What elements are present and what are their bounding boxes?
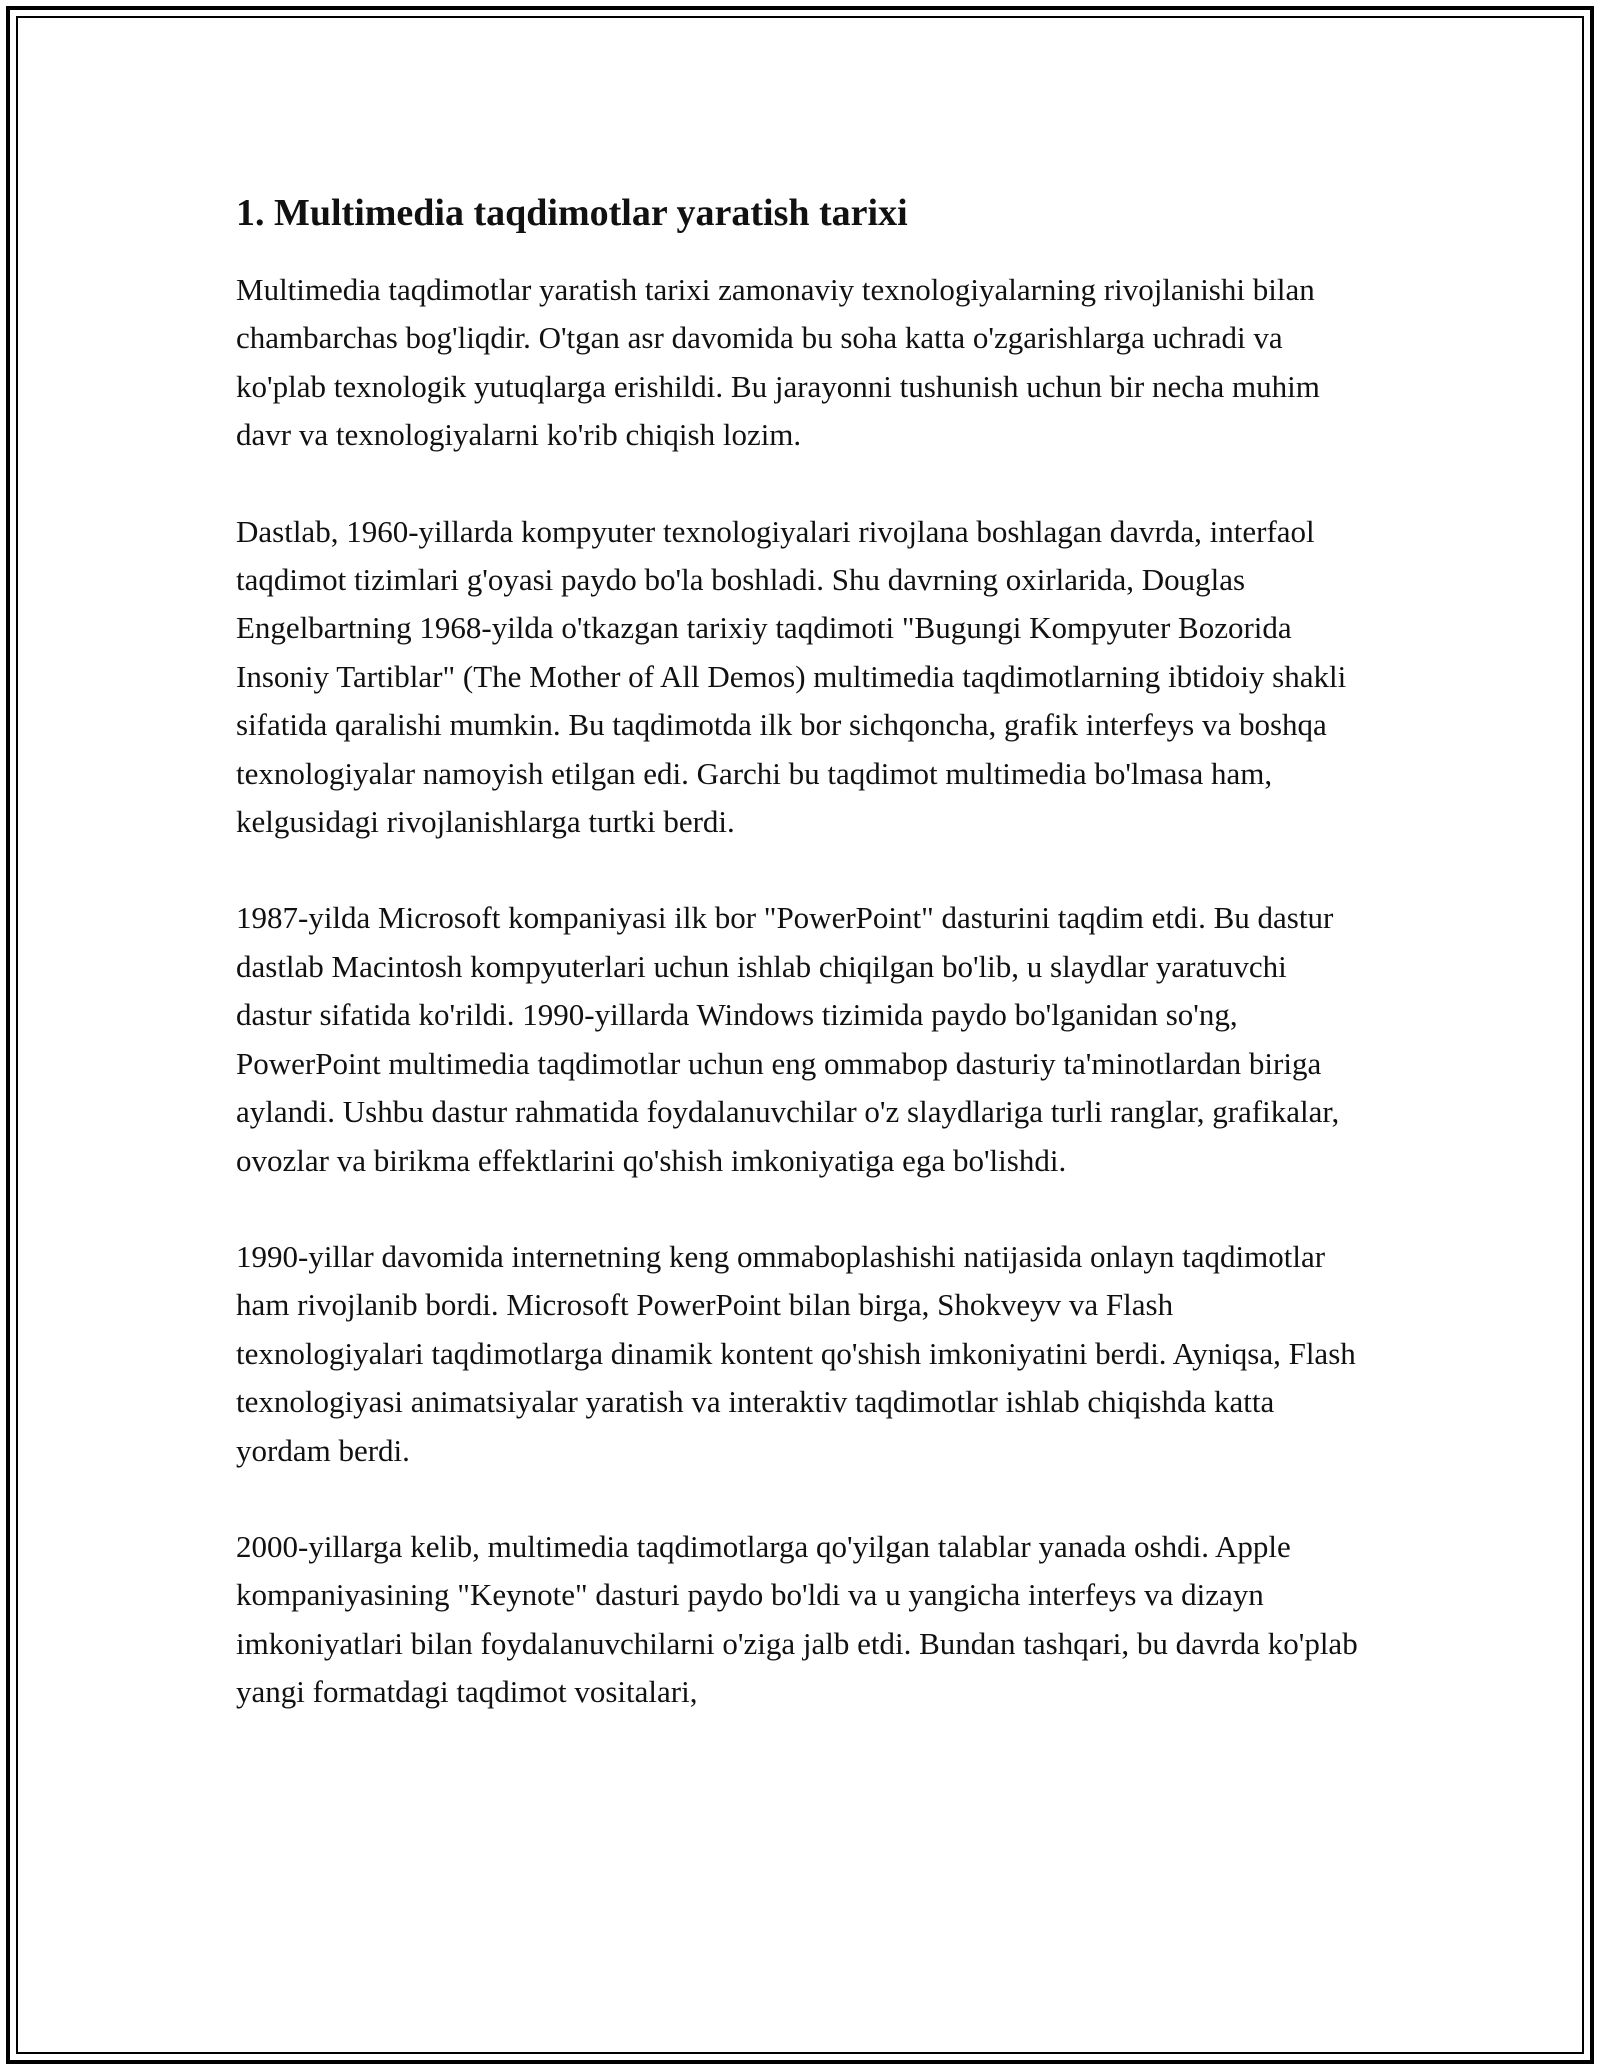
paragraph-powerpoint: 1987-yilda Microsoft kompaniyasi ilk bor "PowerPoint" dasturini taqdim etdi. Bu dastur dastlab Macintosh kompyuterlari uchun ishlab chiqilgan bo'lib, u slaydlar yaratuvchi dastur sifatida ko'rildi. 1990-yillarda Windows tizimida paydo bo'lganidan so'ng, PowerPoint multimedia taqdimotlar uchun eng ommabop dasturiy ta'minotlardan biriga aylandi. Ushbu dastur rahmatida foydalanuvchilar o'z slaydlariga turli ranglar, grafikalar, ovozlar va birikma effektlarini qo'shish imkoniyatiga ega bo'lishdi. xyxy=(236,900,1340,1178)
paragraph-intro: Multimedia taqdimotlar yaratish tarixi zamonaviy texnologiyalarning rivojlanishi bilan chambarchas bog'liqdir. O'tgan asr davomida bu soha katta o'zgarishlarga uchradi va ko'plab texnologik yutuqlarga erishildi. Bu jarayonni tushunish uchun bir necha muhim davr va texnologiyalarni ko'rib chiqish lozim. xyxy=(236,272,1320,453)
paragraph-1960s: Dastlab, 1960-yillarda kompyuter texnologiyalari rivojlana boshlagan davrda, interfaol taqdimot tizimlari g'oyasi paydo bo'la boshladi. Shu davrning oxirlarida, Douglas Engelbartning 1968-yilda o'tkazgan tarixiy taqdimoti "Bugungi Kompyuter Bozorida Insoniy Tartiblar" (The Mother of All Demos) multimedia taqdimotlarning ibtidoiy shakli sifatida qaralishi mumkin. Bu taqdimotda ilk bor sichqoncha, grafik interfeys va boshqa texnologiyalar namoyish etilgan edi. Garchi bu taqdimot multimedia bo'lmasa ham, kelgusidagi rivojlanishlarga turtki berdi. xyxy=(236,513,1347,840)
paragraph-2000s: 2000-yillarga kelib, multimedia taqdimotlarga qo'yilgan talablar yanada oshdi. Apple kompaniyasining "Keynote" dasturi paydo bo'ldi va u yangicha interfeys va dizayn imkoniyatlari bilan foydalanuvchilarni o'ziga jalb etdi. Bundan tashqari, bu davrda ko'plab yangi formatdagi taqdimot vositalari, xyxy=(236,1528,1358,1710)
paragraph-1990s-internet: 1990-yillar davomida internetning keng ommaboplashishi natijasida onlayn taqdimotlar ham rivojlanib bordi. Microsoft PowerPoint bilan birga, Shokveyv va Flash texnologiyalari taqdimotlarga dinamik kontent qo'shish imkoniyatini berdi. Ayniqsa, Flash texnologiyasi animatsiyalar yaratish va interaktiv taqdimotlar ishlab chiqishda katta yordam berdi. xyxy=(236,1238,1356,1468)
section-heading: 1. Multimedia taqdimotlar yaratish tarixi xyxy=(236,192,908,234)
document-body xyxy=(236,186,1366,1765)
